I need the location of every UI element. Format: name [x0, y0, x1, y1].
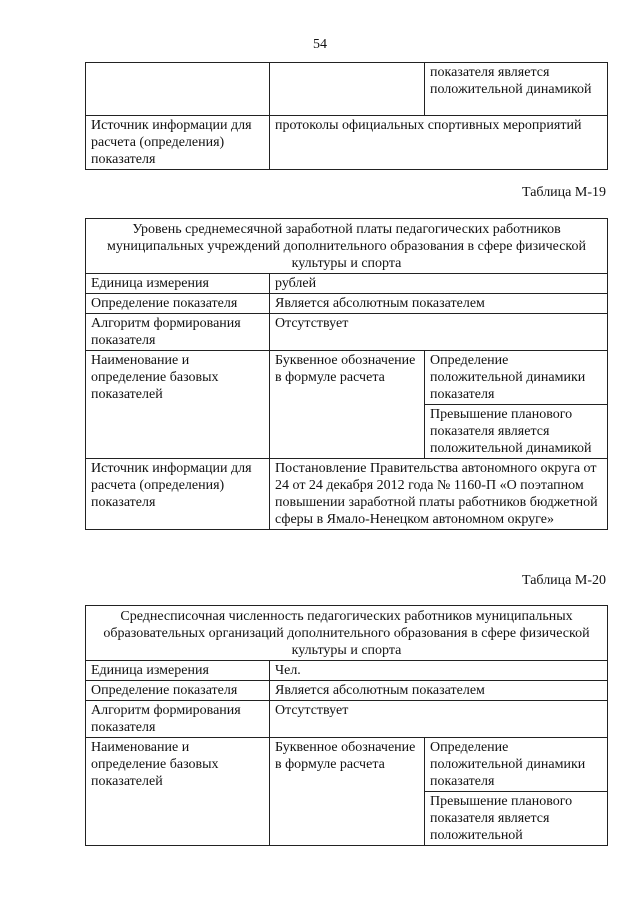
table-title: Уровень среднемесячной заработной платы педагогических работников муниципальных учреждений дополнительного образования в сфере физической культуры и спорта	[86, 219, 608, 274]
table-continuation	[85, 62, 608, 170]
table-row	[86, 738, 608, 792]
table-row	[86, 294, 608, 314]
base-label: Наименование и определение базовых показателей	[86, 738, 270, 846]
page-number: 54	[313, 37, 327, 52]
unit-label: Единица измерения	[86, 661, 270, 681]
table-row	[86, 116, 608, 170]
definition-value: Является абсолютным показателем	[270, 294, 608, 314]
unit-value: рублей	[270, 274, 608, 294]
dynamics-label: Определение положительной динамики показателя	[425, 738, 608, 792]
table-row	[86, 63, 608, 116]
table-row	[86, 701, 608, 738]
table-row	[86, 219, 608, 274]
base-label: Наименование и определение базовых показателей	[86, 351, 270, 459]
table-cell-empty	[86, 63, 270, 116]
table-row	[86, 681, 608, 701]
table-m19	[85, 218, 608, 530]
table-caption: Таблица М-20	[522, 573, 606, 588]
table-cell: показателя является положительной динамикой	[425, 63, 608, 116]
base-letter: Буквенное обозначение в формуле расчета	[270, 738, 425, 846]
table-row	[86, 351, 608, 405]
table-m20	[85, 605, 608, 846]
table-title: Среднесписочная численность педагогических работников муниципальных образовательных организаций дополнительного образования в сфере физической культуры и спорта	[86, 606, 608, 661]
table-row	[86, 459, 608, 530]
definition-value: Является абсолютным показателем	[270, 681, 608, 701]
source-label: Источник информации для расчета (определения) показателя	[86, 459, 270, 530]
source-value: протоколы официальных спортивных мероприятий	[270, 116, 608, 170]
algorithm-label: Алгоритм формирования показателя	[86, 314, 270, 351]
dynamics-value: Превышение планового показателя является положительной динамикой	[425, 405, 608, 459]
dynamics-value: Превышение планового показателя является положительной	[425, 792, 608, 846]
base-letter: Буквенное обозначение в формуле расчета	[270, 351, 425, 459]
unit-label: Единица измерения	[86, 274, 270, 294]
table-row	[86, 274, 608, 294]
table-row	[86, 314, 608, 351]
definition-label: Определение показателя	[86, 294, 270, 314]
table-caption: Таблица М-19	[522, 185, 606, 200]
algorithm-value: Отсутствует	[270, 701, 608, 738]
source-value: Постановление Правительства автономного округа от 24 от 24 декабря 2012 года № 1160-П «О поэтапном повышении заработной платы работников бюджетной сферы в Ямало-Ненецком автономном округе»	[270, 459, 608, 530]
algorithm-value: Отсутствует	[270, 314, 608, 351]
table-row	[86, 661, 608, 681]
table-cell-empty	[270, 63, 425, 116]
dynamics-label: Определение положительной динамики показателя	[425, 351, 608, 405]
unit-value: Чел.	[270, 661, 608, 681]
table-row	[86, 606, 608, 661]
definition-label: Определение показателя	[86, 681, 270, 701]
algorithm-label: Алгоритм формирования показателя	[86, 701, 270, 738]
source-label: Источник информации для расчета (определения) показателя	[86, 116, 270, 170]
